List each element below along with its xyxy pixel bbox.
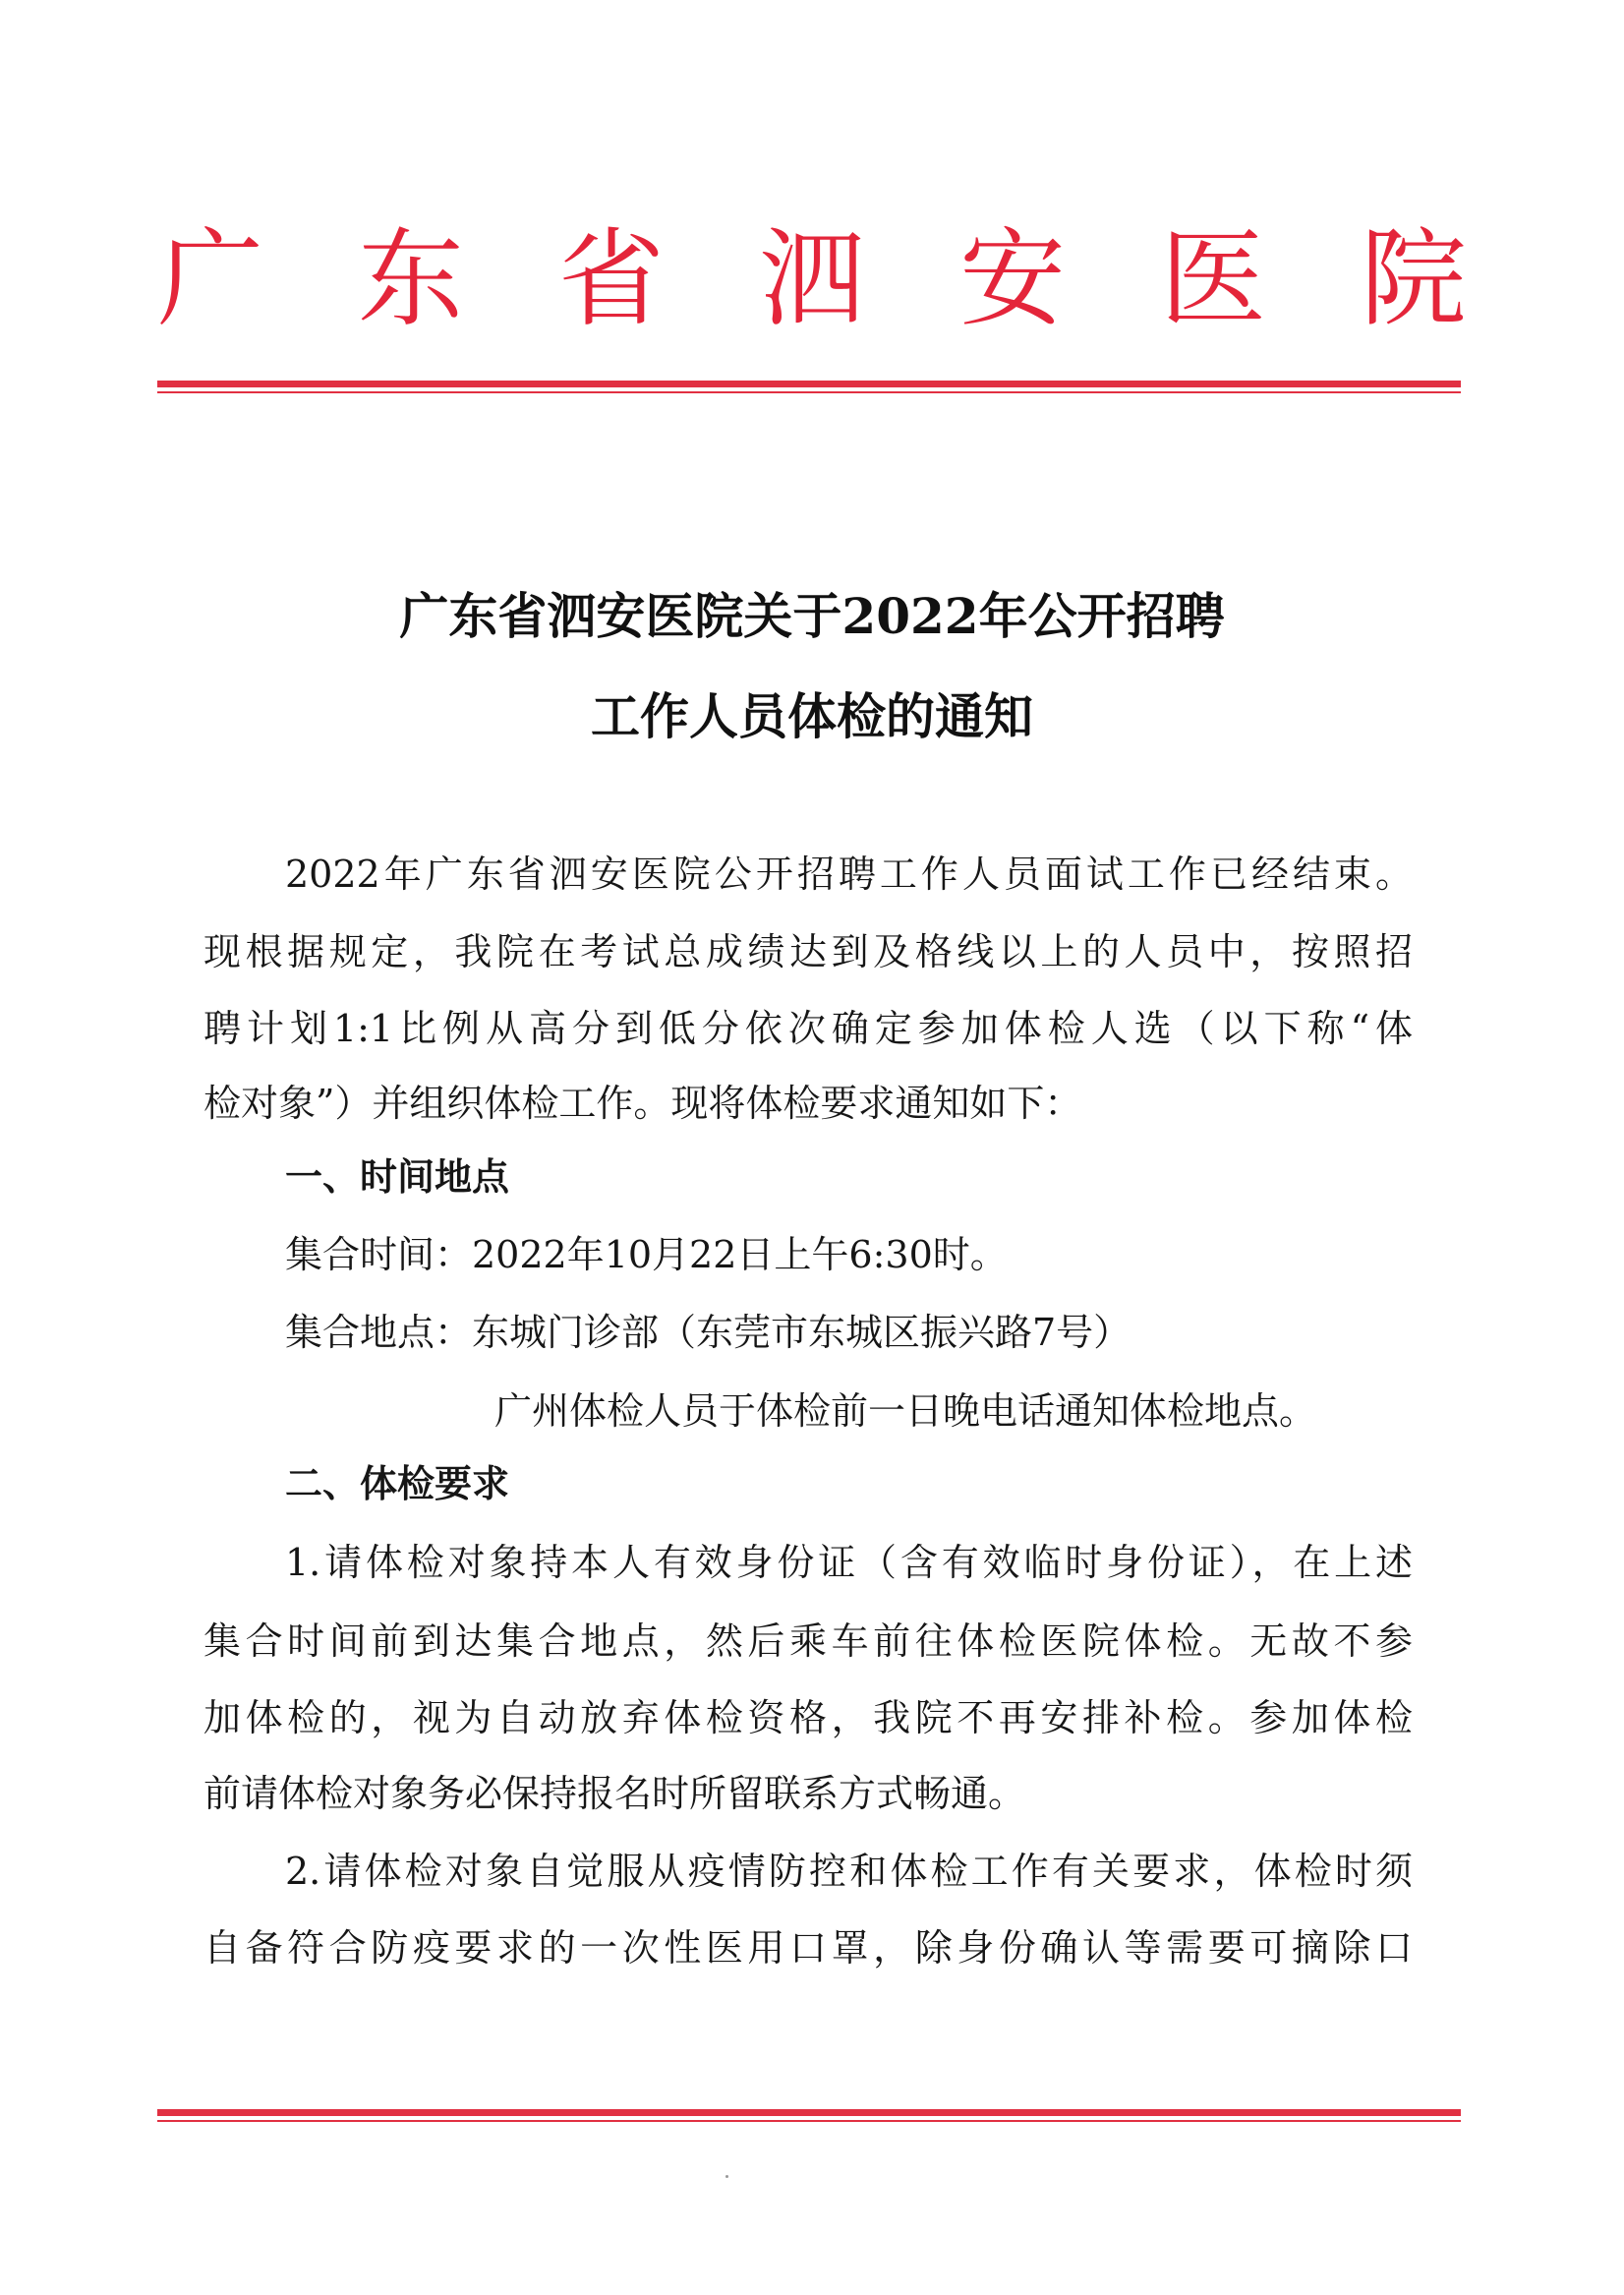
letterhead-char: 省 — [557, 218, 665, 341]
item1-line: 前请体检对象务必保持报名时所留联系方式畅通。 — [203, 1772, 1026, 1815]
gather-place: 集合地点：东城门诊部（东莞市东城区振兴路7号） — [285, 1311, 1131, 1354]
item1-line: 1.请体检对象持本人有效身份证（含有效临时身份证），在上述 — [285, 1541, 1413, 1584]
letterhead-char: 泗 — [758, 218, 865, 341]
letterhead-divider — [157, 381, 1461, 393]
letterhead-char: 广 — [157, 218, 264, 341]
letterhead-char: 医 — [1159, 218, 1266, 341]
section-heading-time-place: 一、时间地点 — [285, 1155, 510, 1199]
intro-line: 聘计划1:1比例从高分到低分依次确定参加体检人选（以下称“体 — [203, 1007, 1413, 1050]
document-title-line-2: 工作人员体检的通知 — [591, 687, 1033, 745]
item2-line: 2.请体检对象自觉服从疫情防控和体检工作有关要求，体检时须 — [285, 1850, 1413, 1893]
guangzhou-note: 广州体检人员于体检前一日晚电话通知体检地点。 — [494, 1389, 1317, 1433]
item1-line: 集合时间前到达集合地点，然后乘车前往体检医院体检。无故不参 — [203, 1619, 1413, 1663]
item2-line: 自备符合防疫要求的一次性医用口罩，除身份确认等需要可摘除口 — [203, 1926, 1413, 1970]
letterhead-char: 安 — [958, 218, 1066, 341]
document-title-line-1: 广东省泗安医院关于2022年公开招聘 — [399, 587, 1225, 645]
page-speck — [725, 2175, 728, 2178]
item1-line: 加体检的，视为自动放弃体检资格，我院不再安排补检。参加体检 — [203, 1696, 1413, 1739]
gather-time: 集合时间：2022年10月22日上午6:30时。 — [285, 1233, 1008, 1276]
letterhead-char: 东 — [357, 218, 464, 341]
intro-line: 2022年广东省泗安医院公开招聘工作人员面试工作已经结束。 — [285, 853, 1413, 896]
letterhead-char: 院 — [1360, 218, 1467, 341]
intro-line: 检对象”）并组织体检工作。现将体检要求通知如下： — [203, 1082, 1082, 1125]
footer-divider — [157, 2109, 1461, 2122]
intro-line: 现根据规定，我院在考试总成绩达到及格线以上的人员中，按照招 — [203, 930, 1413, 973]
section-heading-requirements: 二、体检要求 — [285, 1462, 510, 1505]
letterhead — [157, 206, 1467, 354]
